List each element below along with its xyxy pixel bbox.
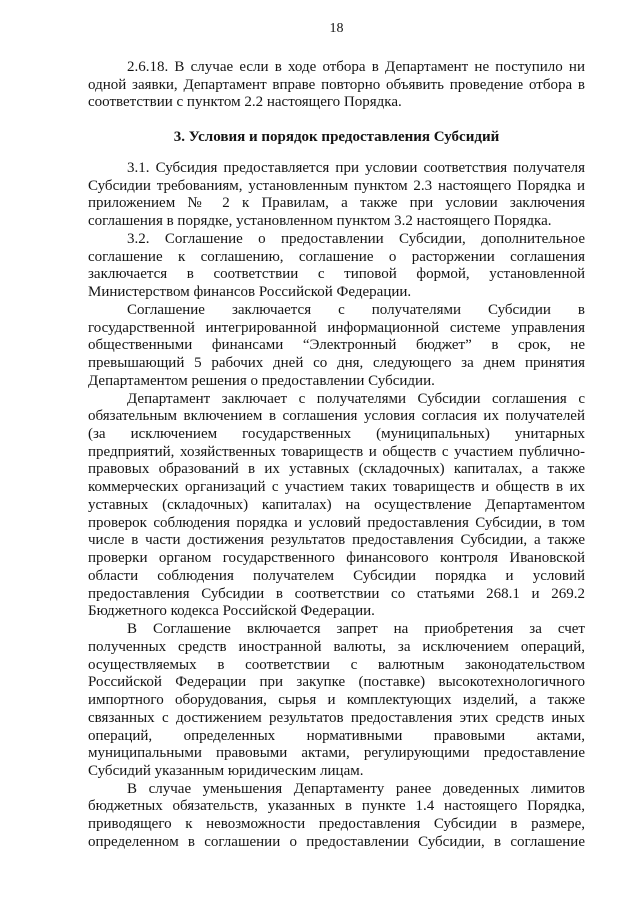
text-line: проверок соблюдения порядка и условий предоставления Субсидии, в том	[88, 514, 585, 531]
page-number: 18	[329, 21, 344, 36]
text-line: уставных (складочных) капиталах) на осуществление Департаментом	[88, 496, 585, 513]
paragraph-3-2	[88, 231, 585, 302]
text-line: соответствии с пунктом 2.2 настоящего Порядка.	[88, 94, 402, 111]
text-line: Министерством финансов Российской Федерации.	[88, 284, 412, 301]
text-line: соглашение к соглашению, соглашение о расторжении соглашения	[88, 248, 585, 265]
paragraph-department-agreements	[88, 391, 585, 622]
text-line: Субсидии требованиям, установленным пунктом 2.3 настоящего Порядка и	[88, 177, 585, 194]
text-line: Департаментом решения о предоставлении Субсидии.	[88, 372, 435, 389]
section-heading: 3. Условия и порядок предоставления Субсидий	[173, 129, 500, 145]
text-line: операций, определенных нормативными правовыми актами,	[88, 727, 585, 744]
text-line: бюджетных обязательств, указанных в пункте 1.4 настоящего Порядка,	[88, 798, 585, 815]
text-line: числе в части достижения результатов предоставления Субсидии, а также	[88, 532, 585, 549]
text-line: Российской Федерации при закупке (поставке) высокотехнологичного	[88, 674, 585, 691]
text-line: В Соглашение включается запрет на приобретения за счет	[127, 621, 585, 638]
text-line: проверки органом государственного финансового контроля Ивановской	[88, 550, 585, 567]
text-line: В случае уменьшения Департаменту ранее доведенных лимитов	[127, 780, 585, 797]
paragraph-agreement-conclusion	[88, 302, 585, 391]
text-line: обязательным включением в соглашения условия согласия их получателей	[88, 408, 585, 425]
text-line: 3.1. Субсидия предоставляется при условии соответствия получателя	[127, 160, 585, 176]
text-line: связанных с достижением результатов предоставления этих средств иных	[88, 709, 585, 726]
text-line: одной заявки, Департамент вправе повторно объявить проведение отбора в	[88, 76, 585, 93]
text-line: Субсидий указанным юридическим лицам.	[88, 762, 364, 779]
paragraph-limits-reduction	[88, 781, 585, 852]
text-line: правовых образований в их уставных (складочных) капиталах, а также	[88, 461, 585, 478]
text-line: заключается в соответствии с типовой формой, установленной	[88, 266, 585, 283]
text-line: соглашения в порядке, установленном пунктом 3.2 настоящего Порядка.	[88, 213, 552, 230]
text-line: Соглашение заключается с получателями Субсидии в	[127, 301, 585, 318]
paragraph-2-6-18	[88, 59, 585, 112]
text-line: Департамент заключает с получателями Субсидии соглашения с	[127, 390, 585, 407]
text-line: предприятий, хозяйственных товариществ и обществ с участием публично-	[88, 443, 585, 460]
text-line: определенном в соглашении о предоставлении Субсидии, в соглашение	[88, 833, 585, 850]
text-line: муниципальными правовыми актами, регулирующими предоставление	[88, 745, 585, 762]
text-line: 2.6.18. В случае если в ходе отбора в Департамент не поступило ни	[127, 59, 585, 75]
paragraph-currency-ban	[88, 621, 585, 781]
text-line: приводящего к невозможности предоставления Субсидии в размере,	[88, 816, 585, 833]
text-line: импортного оборудования, сырья и комплектующих изделий, а также	[88, 692, 585, 709]
text-line: (за исключением государственных (муниципальных) унитарных	[88, 426, 585, 443]
text-line: предоставления Субсидии в соответствии со статьями 268.1 и 269.2	[88, 585, 585, 602]
text-line: области соблюдения получателем Субсидии порядка и условий	[88, 567, 585, 584]
text-line: полученных средств иностранной валюты, за исключением операций,	[88, 638, 585, 655]
text-line: общественными финансами “Электронный бюджет” в срок, не	[88, 337, 585, 354]
paragraph-3-1	[88, 160, 585, 231]
text-line: коммерческих организаций с участием таких товариществ и обществ в их	[88, 479, 585, 496]
text-line: Бюджетного кодекса Российской Федерации.	[88, 603, 375, 620]
text-line: осуществляемых в соответствии с валютным законодательством	[88, 656, 585, 673]
text-line: 3.2. Соглашение о предоставлении Субсидии, дополнительное	[127, 230, 585, 247]
text-line: приложением № 2 к Правилам, а также при условии заключения	[88, 195, 585, 212]
text-line: государственной интегрированной информационной системе управления	[88, 319, 585, 336]
text-line: превышающий 5 рабочих дней со дня, следующего за днем принятия	[88, 355, 585, 372]
section-body	[88, 160, 585, 852]
